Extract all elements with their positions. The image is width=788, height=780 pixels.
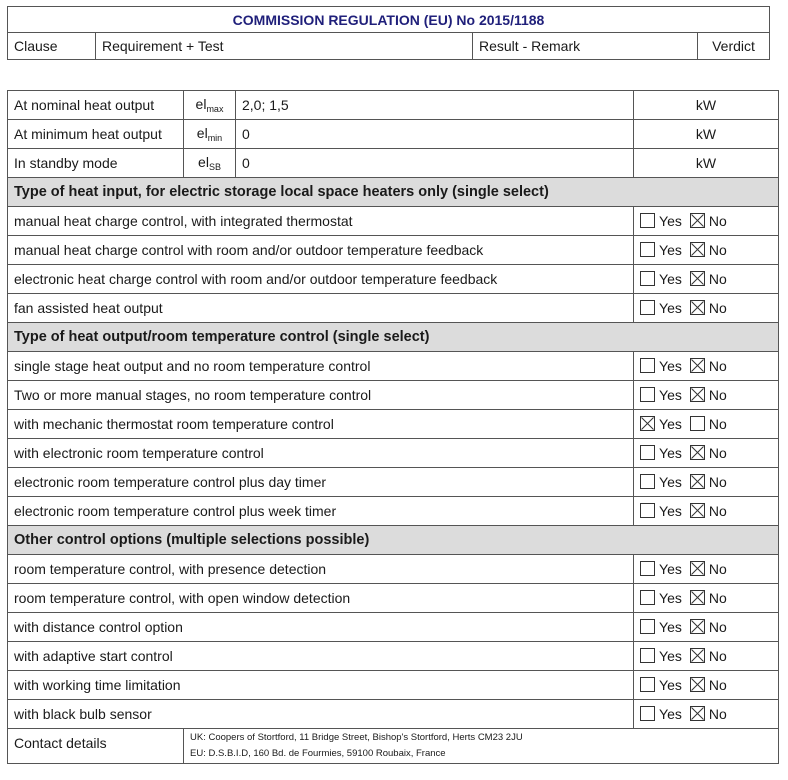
section-header	[8, 178, 779, 207]
yes-checkbox[interactable]	[640, 706, 655, 721]
yes-label: Yes	[659, 561, 682, 577]
power-symbol	[184, 120, 236, 149]
no-checkbox[interactable]	[690, 648, 705, 663]
no-checkbox[interactable]	[690, 561, 705, 576]
no-checkbox[interactable]	[690, 358, 705, 373]
yes-no-selector	[634, 381, 779, 410]
eu-address: EU: D.S.B.I.D, 160 Bd. de Fourmies, 59100 Roubaix, France	[190, 748, 446, 759]
option-row	[8, 671, 779, 700]
option-label: electronic heat charge control with room and/or outdoor temperature feedback	[8, 265, 634, 294]
yes-no-selector	[634, 613, 779, 642]
option-label: electronic room temperature control plus week timer	[8, 497, 634, 526]
result-header: Result - Remark	[473, 33, 698, 60]
option-row	[8, 381, 779, 410]
option-label: room temperature control, with presence detection	[8, 555, 634, 584]
contact-addresses	[184, 729, 779, 764]
verdict-header: Verdict	[698, 33, 770, 60]
clause-header: Clause	[8, 33, 96, 60]
yes-checkbox[interactable]	[640, 300, 655, 315]
yes-no-selector	[634, 700, 779, 729]
no-label: No	[708, 619, 727, 635]
option-label: with mechanic thermostat room temperature control	[8, 410, 634, 439]
power-label: At minimum heat output	[8, 120, 184, 149]
no-label: No	[708, 590, 727, 606]
yes-no-selector	[634, 294, 779, 323]
yes-no-selector	[634, 265, 779, 294]
no-checkbox[interactable]	[690, 242, 705, 257]
no-label: No	[708, 387, 727, 403]
no-label: No	[708, 503, 727, 519]
page-title: COMMISSION REGULATION (EU) No 2015/1188	[8, 7, 770, 33]
no-label: No	[708, 213, 727, 229]
section-header	[8, 526, 779, 555]
yes-checkbox[interactable]	[640, 619, 655, 634]
symbol-subscript: SB	[208, 162, 221, 172]
option-label: Two or more manual stages, no room temperature control	[8, 381, 634, 410]
no-label: No	[708, 300, 727, 316]
yes-label: Yes	[659, 590, 682, 606]
yes-checkbox[interactable]	[640, 474, 655, 489]
no-checkbox[interactable]	[690, 474, 705, 489]
option-label: with electronic room temperature control	[8, 439, 634, 468]
yes-label: Yes	[659, 619, 682, 635]
yes-no-selector	[634, 410, 779, 439]
yes-no-selector	[634, 468, 779, 497]
option-row	[8, 439, 779, 468]
option-label: single stage heat output and no room temperature control	[8, 352, 634, 381]
section-title: Other control options (multiple selections possible)	[8, 526, 779, 555]
yes-label: Yes	[659, 358, 682, 374]
no-label: No	[708, 242, 727, 258]
yes-label: Yes	[659, 416, 682, 432]
yes-checkbox[interactable]	[640, 416, 655, 431]
power-row	[8, 120, 779, 149]
option-row	[8, 584, 779, 613]
no-label: No	[708, 677, 727, 693]
no-label: No	[708, 416, 727, 432]
no-checkbox[interactable]	[690, 503, 705, 518]
no-label: No	[708, 358, 727, 374]
option-label: electronic room temperature control plus day timer	[8, 468, 634, 497]
yes-label: Yes	[659, 503, 682, 519]
yes-label: Yes	[659, 648, 682, 664]
power-unit: kW	[634, 91, 779, 120]
yes-checkbox[interactable]	[640, 271, 655, 286]
option-label: fan assisted heat output	[8, 294, 634, 323]
no-label: No	[708, 271, 727, 287]
regulation-table	[7, 90, 779, 764]
section-header	[8, 323, 779, 352]
no-label: No	[708, 648, 727, 664]
option-row	[8, 236, 779, 265]
yes-checkbox[interactable]	[640, 503, 655, 518]
yes-label: Yes	[659, 271, 682, 287]
option-label: with adaptive start control	[8, 642, 634, 671]
no-label: No	[708, 561, 727, 577]
yes-no-selector	[634, 207, 779, 236]
option-label: with black bulb sensor	[8, 700, 634, 729]
power-unit: kW	[634, 120, 779, 149]
yes-label: Yes	[659, 706, 682, 722]
yes-checkbox[interactable]	[640, 213, 655, 228]
requirement-header: Requirement + Test	[96, 33, 473, 60]
option-row	[8, 468, 779, 497]
yes-checkbox[interactable]	[640, 387, 655, 402]
option-row	[8, 700, 779, 729]
no-label: No	[708, 445, 727, 461]
yes-label: Yes	[659, 474, 682, 490]
yes-no-selector	[634, 497, 779, 526]
option-label: room temperature control, with open window detection	[8, 584, 634, 613]
power-row	[8, 91, 779, 120]
no-checkbox[interactable]	[690, 590, 705, 605]
symbol-subscript: max	[206, 104, 224, 114]
header-table	[7, 6, 770, 60]
yes-label: Yes	[659, 213, 682, 229]
no-label: No	[708, 474, 727, 490]
no-checkbox[interactable]	[690, 619, 705, 634]
option-label: manual heat charge control, with integrated thermostat	[8, 207, 634, 236]
yes-no-selector	[634, 584, 779, 613]
yes-no-selector	[634, 555, 779, 584]
yes-label: Yes	[659, 242, 682, 258]
yes-checkbox[interactable]	[640, 590, 655, 605]
yes-no-selector	[634, 352, 779, 381]
symbol-subscript: min	[207, 133, 223, 143]
no-checkbox[interactable]	[690, 213, 705, 228]
no-label: No	[708, 706, 727, 722]
option-row	[8, 410, 779, 439]
power-label: At nominal heat output	[8, 91, 184, 120]
option-label: with working time limitation	[8, 671, 634, 700]
option-row	[8, 294, 779, 323]
no-checkbox[interactable]	[690, 416, 705, 431]
yes-no-selector	[634, 642, 779, 671]
power-unit: kW	[634, 149, 779, 178]
option-row	[8, 352, 779, 381]
yes-no-selector	[634, 236, 779, 265]
power-symbol	[184, 149, 236, 178]
symbol-base: el	[198, 154, 209, 170]
option-label: manual heat charge control with room and/or outdoor temperature feedback	[8, 236, 634, 265]
no-checkbox[interactable]	[690, 677, 705, 692]
option-row	[8, 613, 779, 642]
option-row	[8, 642, 779, 671]
option-row	[8, 265, 779, 294]
power-value: 0	[236, 149, 634, 178]
section-title: Type of heat input, for electric storage local space heaters only (single select)	[8, 178, 779, 207]
yes-checkbox[interactable]	[640, 648, 655, 663]
yes-no-selector	[634, 671, 779, 700]
yes-checkbox[interactable]	[640, 358, 655, 373]
power-value: 2,0; 1,5	[236, 91, 634, 120]
no-checkbox[interactable]	[690, 300, 705, 315]
no-checkbox[interactable]	[690, 387, 705, 402]
power-value: 0	[236, 120, 634, 149]
option-label: with distance control option	[8, 613, 634, 642]
symbol-base: el	[196, 125, 208, 141]
power-row	[8, 149, 779, 178]
no-checkbox[interactable]	[690, 706, 705, 721]
yes-label: Yes	[659, 445, 682, 461]
symbol-base: el	[195, 96, 207, 112]
contact-row	[8, 729, 779, 764]
yes-checkbox[interactable]	[640, 677, 655, 692]
uk-address: UK: Coopers of Stortford, 11 Bridge Street, Bishop's Stortford, Herts CM23 2JU	[190, 732, 523, 743]
no-checkbox[interactable]	[690, 271, 705, 286]
contact-label: Contact details	[8, 729, 184, 764]
section-title: Type of heat output/room temperature control (single select)	[8, 323, 779, 352]
no-checkbox[interactable]	[690, 445, 705, 460]
yes-label: Yes	[659, 677, 682, 693]
option-row	[8, 497, 779, 526]
yes-no-selector	[634, 439, 779, 468]
option-row	[8, 555, 779, 584]
yes-checkbox[interactable]	[640, 561, 655, 576]
power-label: In standby mode	[8, 149, 184, 178]
yes-label: Yes	[659, 300, 682, 316]
power-symbol	[184, 91, 236, 120]
yes-checkbox[interactable]	[640, 445, 655, 460]
yes-checkbox[interactable]	[640, 242, 655, 257]
option-row	[8, 207, 779, 236]
yes-label: Yes	[659, 387, 682, 403]
